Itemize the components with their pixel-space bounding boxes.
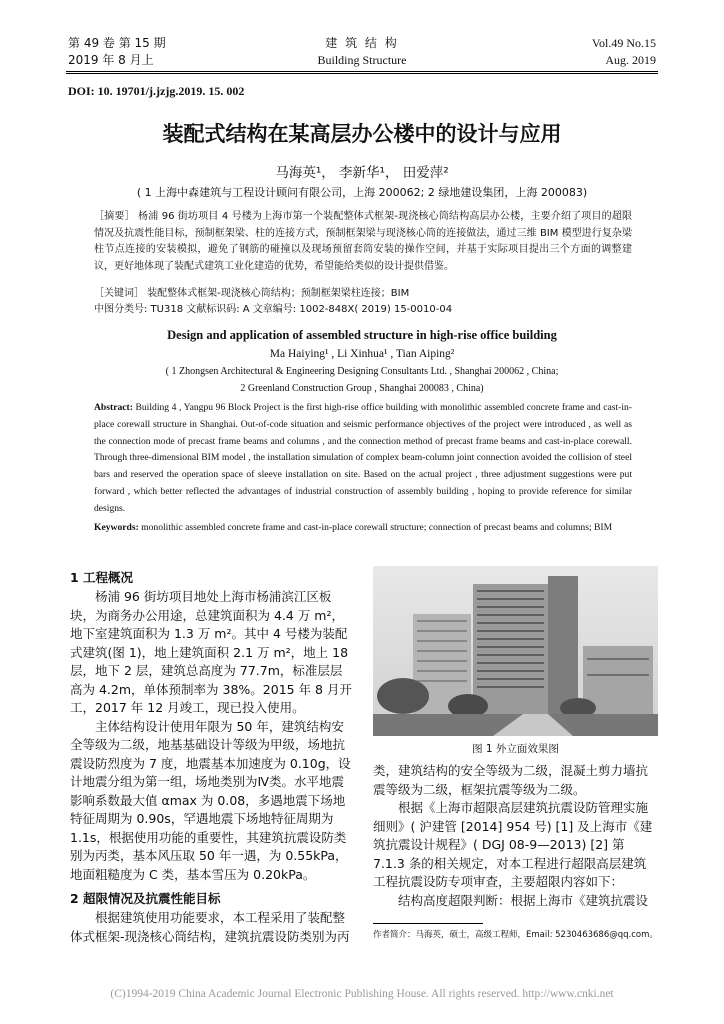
journal-name-en: Building Structure <box>317 53 407 67</box>
abstract-en <box>94 400 632 518</box>
left-column-body <box>70 588 352 884</box>
keywords-en <box>94 520 632 537</box>
classification-line: 中图分类号: TU318 文献标识码: A 文章编号: 1002-848X( 2019) 15-0010-04 <box>94 304 453 315</box>
keywords-en-label: Keywords: <box>94 522 139 533</box>
section-1-heading: 1 工程概况 <box>70 570 134 585</box>
copyright-footer: (C)1994-2019 China Academic Journal Electronic Publishing House. All rights reserved. http://www.cnki.net <box>110 988 614 1000</box>
journal-volume: Vol.49 No.15 <box>591 36 656 50</box>
journal-name-cn: 建 筑 结 构 <box>325 36 399 50</box>
affiliation-en-2: 2 Greenland Construction Group , Shanghai 200083 , China) <box>240 383 484 394</box>
abstract-en-label: Abstract: <box>94 402 133 413</box>
paper-title-cn: 装配式结构在某高层办公楼中的设计与应用 <box>162 122 562 146</box>
authors-cn: 马海英¹， 李新华¹， 田爱萍² <box>275 165 449 181</box>
section-2-body <box>70 909 352 946</box>
keywords-en-text: monolithic assembled concrete frame and cast-in-place corewall structure; connection of precast beams and columns; BIM <box>138 522 613 533</box>
journal-month: Aug. 2019 <box>605 53 656 67</box>
footnote-rule <box>373 923 483 924</box>
doi[interactable]: DOI: 10. 19701/j.jzjg.2019. 15. 002 <box>68 84 245 98</box>
header-rule <box>66 71 658 72</box>
affiliation-cn: ( 1 上海中森建筑与工程设计顾问有限公司，上海 200062; 2 绿地建设集团，上海 200083) <box>136 186 588 199</box>
figure-1-image <box>373 566 658 736</box>
author-note: 作者简介：马海英，硕士，高级工程师，Email: 5230463686@qq.com。 <box>373 930 658 940</box>
abstract-cn: ［摘要］ 杨浦 96 街坊项目 4 号楼为上海市第一个装配整体式框架-现浇核心筒结构高层办公楼，主要介绍了项目的超限情况及抗震性能目标，预制框架梁、柱的连接方式，预制框架梁与现浇核心筒的连接做法，通过三维 BIM 模型进行复杂梁柱节点连接的安装模拟，避免了钢筋的碰撞以及现场预留套筒安装的操作空间，并基于实际项目提出三个方面的调整建议，更好地体现了装配式建筑工业化建造的优势，希望能给类似的设计提供借鉴。 <box>94 211 632 272</box>
right-column-body <box>373 762 658 910</box>
paper-title-en: Design and application of assembled structure in high-rise office building <box>167 328 557 342</box>
authors-en: Ma Haiying¹ , Li Xinhua¹ , Tian Aiping² <box>269 348 455 360</box>
abstract-en-text: Building 4 , Yangpu 96 Block Project is the first high-rise office building with monolithic assembled concrete frame and cast-in-place corewall structure in Shanghai. Out-of-code situation and seismic performance objectives of the project were introduced , as well as the connection mode of precast frame beams and columns , and the connection method of precast frame beams and cast-in-place corewall. Through three-dimensional BIM model , the installation simulation of complex beam-column joint connection avoided the collision of steel bars and reserved the operation space of sleeve installation on site. Based on the actual project , three adjustment suggestions were put forward , which better reflected the advantages of industrial construction of assembly building , hoping to provide reference for similar designs. <box>94 402 632 514</box>
section-2-heading: 2 超限情况及抗震性能目标 <box>70 891 221 906</box>
journal-issue: 第 49 卷 第 15 期 <box>68 36 166 50</box>
right-paragraph-1: 类，建筑结构的安全等级为二级，混凝土剪力墙抗震等级为二级，框架抗震等级为二级。 <box>373 763 649 797</box>
section-1-paragraph-1: 杨浦 96 街坊项目地处上海市杨浦滨江区板块，为商务办公用途，总建筑面积为 4.4 万 m²，地下室建筑面积为 1.3 万 m²。其中 4 号楼为装配式建筑(图 1)，地上建筑面积 2.1 万 m²，地上 18 层，地下 2 层，建筑总高度为 77.7m，标准层层高为 4.2m，单体预制率为 38%。2015 年 8 月开工，2017 年 12 月竣工，现已投入使用。 <box>70 589 352 715</box>
keywords-cn: ［关键词］ 装配整体式框架-现浇核心筒结构；预制框架梁柱连接；BIM <box>94 288 410 299</box>
section-1-paragraph-2: 主体结构设计使用年限为 50 年，建筑结构安全等级为二级，地基基础设计等级为甲级，场地抗震设防烈度为 7 度，地震基本加速度为 0.10g，设计地震分组为第一组，场地类别为Ⅳ类。水平地震影响系数最大值 αmax 为 0.08，多遇地震下场地特征周期为 0.90s，罕遇地震下场地特征周期为 1.1s，根据使用功能的重要性，其建筑抗震设防类别为丙类，基本风压取 50 年一遇，为 0.55kPa，地面粗糙度为 C 类，基本雪压为 0.20kPa。 <box>70 718 351 882</box>
figure-1-caption: 图 1 外立面效果图 <box>472 743 559 755</box>
right-paragraph-2: 根据《上海市超限高层建筑抗震设防管理实施细则》( 沪建管 [2014] 954 号) [1] 及上海市《建筑抗震设计规程》( DGJ 08-9—2013) [2] 第 7.1.3 条的相关规定，对本工程进行超限高层建筑工程抗震设防专项审查，主要超限内容如下： <box>373 800 653 889</box>
affiliation-en-1: ( 1 Zhongsen Architectural & Engineering Designing Consultants Ltd. , Shanghai 200062 , China; <box>165 366 559 377</box>
right-paragraph-3: 结构高度超限判断：根据上海市《建筑抗震设 <box>398 892 649 908</box>
section-2-paragraph-1: 根据建筑使用功能要求，本工程采用了装配整体式框架-现浇核心筒结构，建筑抗震设防类别为丙 <box>70 910 350 944</box>
journal-date: 2019 年 8 月上 <box>68 53 154 67</box>
header-rule-2 <box>66 73 658 74</box>
